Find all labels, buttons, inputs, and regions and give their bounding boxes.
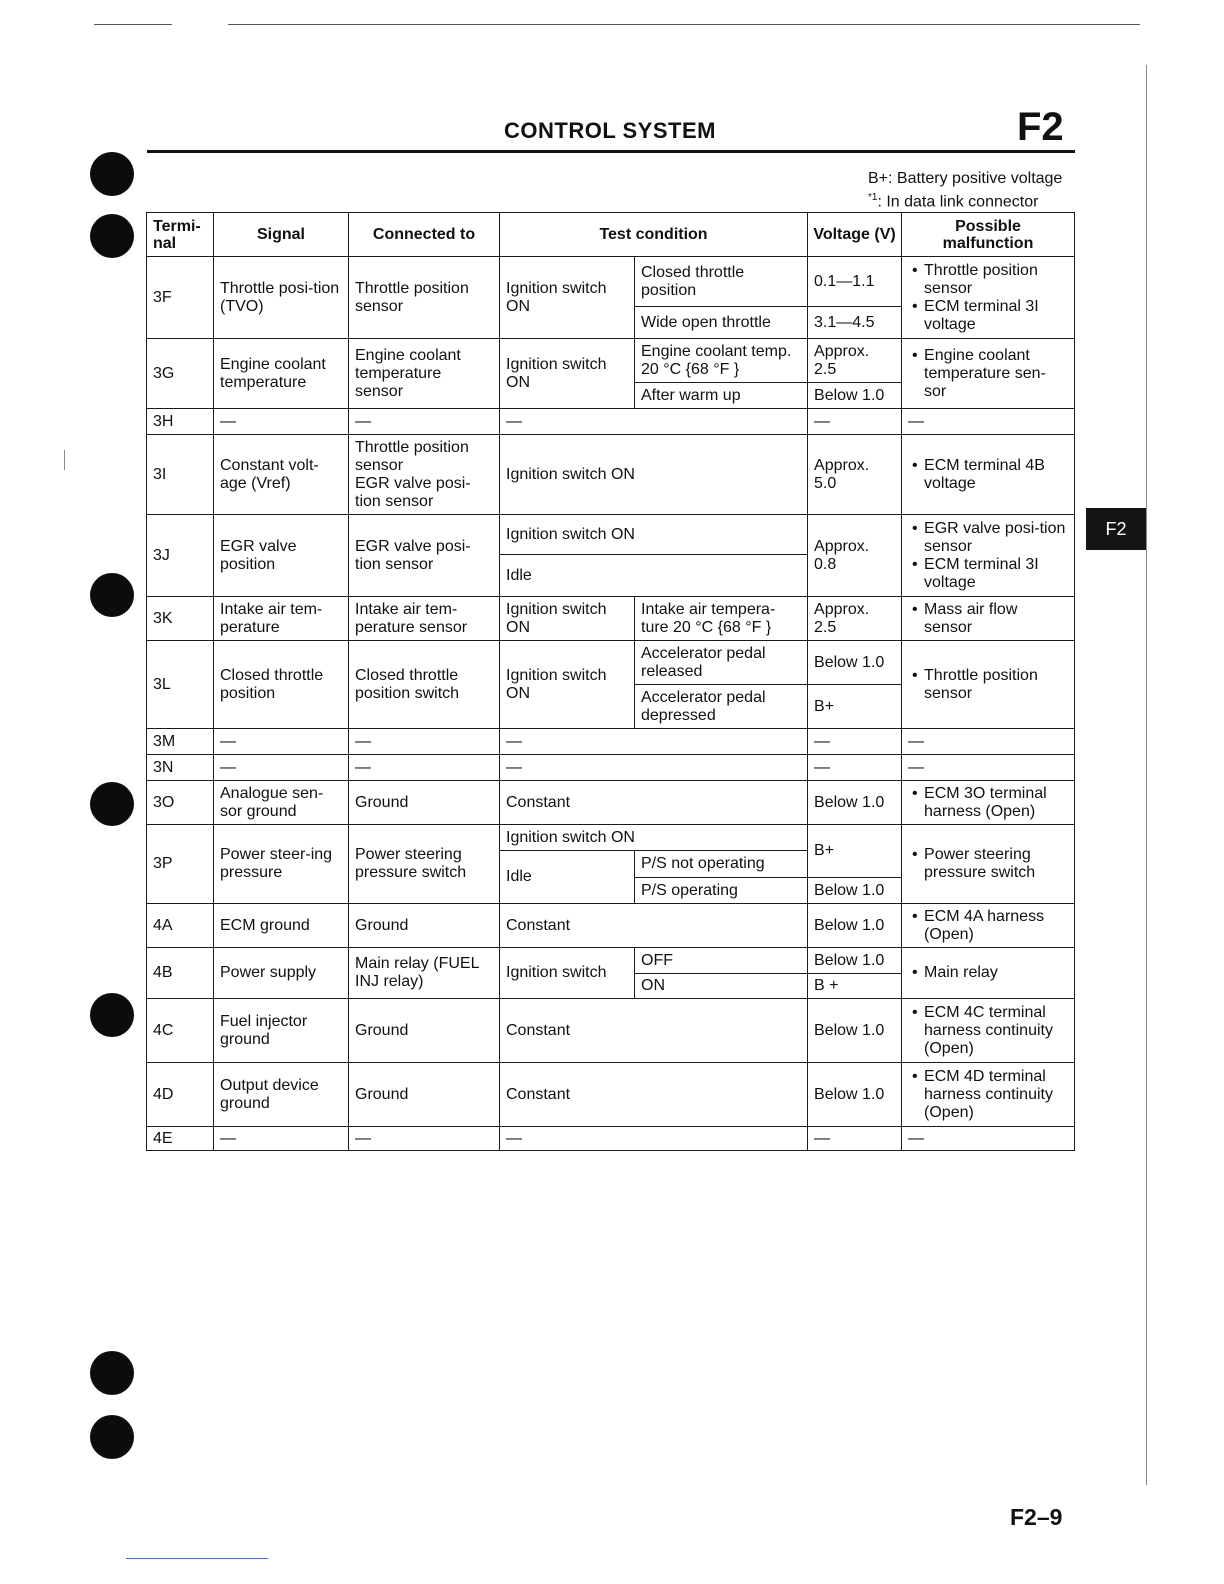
malfunction-cell: — xyxy=(902,1127,1075,1151)
condition-cell: Ignition switch xyxy=(500,948,635,999)
terminal-cell: 3P xyxy=(147,825,214,904)
note-bplus: B+: Battery positive voltage xyxy=(868,170,1063,187)
malfunction-cell xyxy=(902,641,1075,729)
connected-cell: Ground xyxy=(349,999,500,1063)
connected-item: Throttle position sensor xyxy=(355,438,469,474)
signal-cell: Power supply xyxy=(214,948,349,999)
note-star-mark: *1 xyxy=(868,192,878,203)
voltage-cell: Below 1.0 xyxy=(808,641,902,685)
table-row xyxy=(147,755,1075,781)
malfunction-cell: — xyxy=(902,409,1075,435)
signal-cell: Closed throttle position xyxy=(214,641,349,729)
terminal-cell: 4C xyxy=(147,999,214,1063)
signal-cell: ECM ground xyxy=(214,904,349,948)
signal-cell: Intake air tem-perature xyxy=(214,597,349,641)
connected-cell: Ground xyxy=(349,904,500,948)
condition-cell: Idle xyxy=(500,851,635,904)
signal-cell: — xyxy=(214,409,349,435)
terminal-cell: 4B xyxy=(147,948,214,999)
voltage-cell: B+ xyxy=(808,685,902,729)
condition-cell: Ignition switch ON xyxy=(500,597,635,641)
table-row xyxy=(147,435,1075,515)
connected-cell: — xyxy=(349,755,500,781)
condition-cell: — xyxy=(500,409,808,435)
malfunction-cell xyxy=(902,904,1075,948)
sub-condition-cell: Accelerator pedal released xyxy=(635,641,808,685)
malfunction-item: • Mass air flow sensor xyxy=(908,601,1068,637)
condition-cell: Ignition switch ON xyxy=(500,515,808,555)
signal-cell: Output device ground xyxy=(214,1063,349,1127)
header-terminal: Termi-nal xyxy=(147,213,214,257)
connected-cell: Engine coolant temperature sensor xyxy=(349,339,500,409)
voltage-cell: B+ xyxy=(808,825,902,878)
signal-cell: — xyxy=(214,729,349,755)
terminal-cell: 3L xyxy=(147,641,214,729)
connected-cell xyxy=(349,435,500,515)
malfunction-item: • ECM 4C terminal harness continuity (Open) xyxy=(908,1004,1068,1058)
terminal-cell: 4A xyxy=(147,904,214,948)
terminal-cell: 3J xyxy=(147,515,214,597)
legend-notes xyxy=(868,169,1062,211)
voltage-cell: Below 1.0 xyxy=(808,781,902,825)
signal-cell: — xyxy=(214,1127,349,1151)
connected-cell: Intake air tem-perature sensor xyxy=(349,597,500,641)
malfunction-cell xyxy=(902,1063,1075,1127)
connected-cell: Ground xyxy=(349,1063,500,1127)
terminal-cell: 3M xyxy=(147,729,214,755)
malfunction-item: • Main relay xyxy=(908,964,1068,982)
binder-hole-5 xyxy=(90,993,134,1037)
section-tab: F2 xyxy=(1086,508,1146,550)
table-row xyxy=(147,999,1075,1063)
sub-condition-cell: Engine coolant temp. 20 °C {68 °F } xyxy=(635,339,808,383)
connected-cell: Ground xyxy=(349,781,500,825)
malfunction-item: • EGR valve posi-tion sensor xyxy=(908,520,1068,556)
sub-condition-cell: P/S not operating xyxy=(635,851,808,878)
voltage-cell: B + xyxy=(808,974,902,999)
sub-condition-cell: Accelerator pedal depressed xyxy=(635,685,808,729)
table-row xyxy=(147,729,1075,755)
malfunction-item: • ECM 3O terminal harness (Open) xyxy=(908,785,1068,821)
table-row xyxy=(147,948,1075,974)
signal-cell: Power steer-ing pressure xyxy=(214,825,349,904)
sub-condition-cell: Closed throttle position xyxy=(635,257,808,307)
voltage-cell: Approx. 5.0 xyxy=(808,435,902,515)
page-edge-mark xyxy=(1146,65,1147,1485)
table-header-row xyxy=(147,213,1075,257)
connected-cell: — xyxy=(349,409,500,435)
malfunction-cell: — xyxy=(902,729,1075,755)
malfunction-item: • Power steering pressure switch xyxy=(908,846,1068,882)
malfunction-item: • ECM terminal 3I voltage xyxy=(908,298,1068,334)
header-test-condition: Test condition xyxy=(500,213,808,257)
condition-cell: Ignition switch ON xyxy=(500,339,635,409)
signal-cell: EGR valve position xyxy=(214,515,349,597)
malfunction-cell: — xyxy=(902,755,1075,781)
connected-cell: Closed throttle position switch xyxy=(349,641,500,729)
header-rule xyxy=(147,150,1075,153)
connected-cell: Throttle position sensor xyxy=(349,257,500,339)
top-rule-right xyxy=(228,24,1140,25)
connected-cell: — xyxy=(349,1127,500,1151)
voltage-cell: Below 1.0 xyxy=(808,948,902,974)
condition-cell: Ignition switch ON xyxy=(500,641,635,729)
signal-cell: Throttle posi-tion (TVO) xyxy=(214,257,349,339)
sub-condition-cell: ON xyxy=(635,974,808,999)
signal-cell: Engine coolant temperature xyxy=(214,339,349,409)
terminal-cell: 4E xyxy=(147,1127,214,1151)
binder-hole-7 xyxy=(90,1415,134,1459)
table-row xyxy=(147,781,1075,825)
voltage-cell: — xyxy=(808,409,902,435)
binder-hole-4 xyxy=(90,782,134,826)
malfunction-item: • Engine coolant temperature sen-sor xyxy=(908,347,1068,401)
signal-cell: Fuel injector ground xyxy=(214,999,349,1063)
voltage-cell: Below 1.0 xyxy=(808,383,902,409)
binder-hole-6 xyxy=(90,1351,134,1395)
malfunction-cell xyxy=(902,339,1075,409)
malfunction-item: • ECM terminal 3I voltage xyxy=(908,556,1068,592)
header-voltage: Voltage (V) xyxy=(808,213,902,257)
table-row xyxy=(147,515,1075,555)
terminal-cell: 3I xyxy=(147,435,214,515)
terminal-cell: 3K xyxy=(147,597,214,641)
voltage-cell: Below 1.0 xyxy=(808,904,902,948)
binder-hole-1 xyxy=(90,152,134,196)
table-row xyxy=(147,597,1075,641)
header-malfunction: Possible malfunction xyxy=(902,213,1075,257)
voltage-cell: 0.1—1.1 xyxy=(808,257,902,307)
terminal-cell: 4D xyxy=(147,1063,214,1127)
condition-cell: Constant xyxy=(500,904,808,948)
malfunction-item: • Throttle position sensor xyxy=(908,667,1068,703)
malfunction-cell xyxy=(902,781,1075,825)
section-code: F2 xyxy=(1017,105,1064,149)
terminal-voltage-table xyxy=(146,212,1075,1151)
condition-cell: Ignition switch ON xyxy=(500,257,635,339)
malfunction-item: • Throttle position sensor xyxy=(908,262,1068,298)
voltage-cell: Approx. 2.5 xyxy=(808,597,902,641)
voltage-cell: — xyxy=(808,755,902,781)
terminal-cell: 3N xyxy=(147,755,214,781)
table-row xyxy=(147,1127,1075,1151)
voltage-cell: Below 1.0 xyxy=(808,1063,902,1127)
header-connected-to: Connected to xyxy=(349,213,500,257)
condition-cell: — xyxy=(500,755,808,781)
malfunction-item: • ECM 4D terminal harness continuity (Open) xyxy=(908,1068,1068,1122)
terminal-cell: 3G xyxy=(147,339,214,409)
connected-cell: Power steering pressure switch xyxy=(349,825,500,904)
sub-condition-cell: P/S operating xyxy=(635,878,808,904)
table-row xyxy=(147,904,1075,948)
sub-condition-cell: Intake air tempera-ture 20 °C {68 °F } xyxy=(635,597,808,641)
table-row xyxy=(147,641,1075,685)
malfunction-cell xyxy=(902,515,1075,597)
condition-cell: Constant xyxy=(500,999,808,1063)
voltage-cell: — xyxy=(808,1127,902,1151)
voltage-cell: — xyxy=(808,729,902,755)
voltage-cell: Below 1.0 xyxy=(808,999,902,1063)
connected-cell: Main relay (FUEL INJ relay) xyxy=(349,948,500,999)
table-row xyxy=(147,257,1075,307)
terminal-cell: 3O xyxy=(147,781,214,825)
note-star xyxy=(868,188,1062,211)
table-row xyxy=(147,825,1075,851)
condition-cell: Idle xyxy=(500,555,808,597)
condition-cell: Constant xyxy=(500,1063,808,1127)
malfunction-cell xyxy=(902,257,1075,339)
condition-cell: — xyxy=(500,729,808,755)
voltage-cell: 3.1—4.5 xyxy=(808,307,902,339)
binder-hole-2 xyxy=(90,214,134,258)
voltage-cell: Approx. 0.8 xyxy=(808,515,902,597)
table-row xyxy=(147,339,1075,383)
sub-condition-cell: After warm up xyxy=(635,383,808,409)
malfunction-cell xyxy=(902,999,1075,1063)
malfunction-item: • ECM 4A harness (Open) xyxy=(908,908,1068,944)
signal-cell: Analogue sen-sor ground xyxy=(214,781,349,825)
sub-condition-cell: OFF xyxy=(635,948,808,974)
voltage-cell: Below 1.0 xyxy=(808,878,902,904)
bottom-link-rule xyxy=(126,1558,268,1559)
malfunction-cell xyxy=(902,435,1075,515)
binder-hole-3 xyxy=(90,573,134,617)
connected-cell: EGR valve posi-tion sensor xyxy=(349,515,500,597)
table-row xyxy=(147,409,1075,435)
terminal-cell: 3F xyxy=(147,257,214,339)
malfunction-cell xyxy=(902,948,1075,999)
margin-mark xyxy=(64,450,65,470)
connected-cell: — xyxy=(349,729,500,755)
note-star-text: : In data link connector xyxy=(877,193,1039,211)
condition-cell: — xyxy=(500,1127,808,1151)
condition-cell: Ignition switch ON xyxy=(500,825,808,851)
malfunction-cell xyxy=(902,825,1075,904)
top-rule-left xyxy=(94,24,172,25)
page-title: CONTROL SYSTEM xyxy=(504,118,716,143)
table-row xyxy=(147,1063,1075,1127)
signal-cell: — xyxy=(214,755,349,781)
header-signal: Signal xyxy=(214,213,349,257)
connected-item: EGR valve posi-tion sensor xyxy=(355,474,471,510)
signal-cell: Constant volt-age (Vref) xyxy=(214,435,349,515)
terminal-cell: 3H xyxy=(147,409,214,435)
malfunction-item: • ECM terminal 4B voltage xyxy=(908,457,1068,493)
condition-cell: Constant xyxy=(500,781,808,825)
page-number: F2–9 xyxy=(1010,1504,1063,1530)
condition-cell: Ignition switch ON xyxy=(500,435,808,515)
voltage-cell: Approx. 2.5 xyxy=(808,339,902,383)
sub-condition-cell: Wide open throttle xyxy=(635,307,808,339)
malfunction-cell xyxy=(902,597,1075,641)
